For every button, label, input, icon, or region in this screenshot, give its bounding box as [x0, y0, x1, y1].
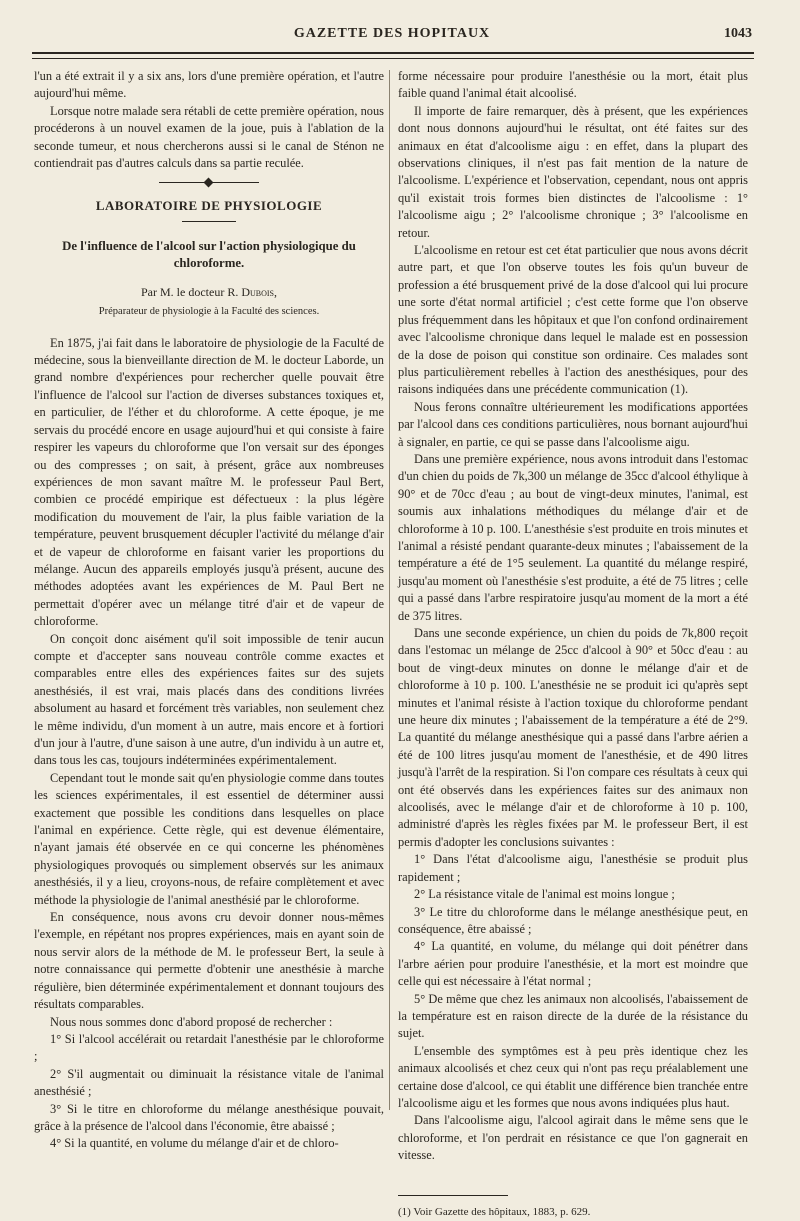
intro-paragraph: l'un a été extrait il y a six ans, lors d'une première opération, et l'autre aujourd'hui même. — [34, 69, 384, 101]
conclusion-item: 4° La quantité, en volume, du mélange qui doit pénétrer dans l'arbre aérien pour produire l'anesthésie, et la mort est moindre que celle qui est nécessaire à l'état normal ; — [398, 939, 748, 989]
footnote-rule — [398, 1195, 508, 1196]
page-header — [32, 26, 752, 48]
body-paragraph: Cependant tout le monde sait qu'en physiologie comme dans toutes les sciences expérimentales, il est essentiel de déterminer aussi exactement que possible les conditions dans lesquelles on place l'animal en expérience. Cette règle, qui est devenue élémentaire, n'ayant jamais été observée en ce qui concerne les phénomènes physiologiques provoqués ou simplement observés sur les animaux anesthésiés, il y a lieu, croyons-nous, de refaire complètement et avec méthode la physiologie de l'animal anesthésié par le chloroforme. — [34, 770, 384, 907]
body-paragraph: Dans l'alcoolisme aigu, l'alcool agirait dans le même sens que le chloroforme, et l'on perdrait en résistance ce que l'on gagnerait en vitesse. — [398, 1113, 748, 1163]
article-title: De l'influence de l'alcool sur l'action physiologique du chloroforme. — [62, 238, 356, 270]
conclusion-item: 1° Dans l'état d'alcoolisme aigu, l'anesthésie se produit plus rapidement ; — [398, 852, 748, 884]
body-paragraph: L'ensemble des symptômes est à peu près identique chez les animaux alcoolisés et chez ceux qui n'ont pas reçu préalablement une certaine dose d'alcool, ce qui établit une différence bien tranchée entre l'alcoolisme aigu et les formes que nous avons indiquées plus haut. — [398, 1043, 748, 1110]
byline — [34, 284, 384, 301]
conclusion-item: 5° De même que chez les animaux non alcoolisés, l'abaissement de la température est en raison directe de la durée de la résistance du sujet. — [398, 991, 748, 1041]
list-item: 4° Si la quantité, en volume du mélange d'air et de chloro- — [50, 1136, 339, 1151]
body-paragraph: Dans une première expérience, nous avons introduit dans l'estomac d'un chien du poids de 7k,300 un mélange de 35cc d'alcool éthylique à 90° et de 70cc d'eau ; au bout de vingt-deux minutes, l'animal, est soumis aux inhalations méthodiques du mélange d'air et de chloroforme à 10 p. 100. L'anesthésie s'est produite en trois minutes et l'animal a résisté pendant quarante-deux minutes ; l'abaissement de la température a été de 1°5 seulement. La quantité du mélange respiré, jusqu'au moment où l'anesthésie s'est produite, a été de 75 litres ; celle qui a passé dans l'arbre respiratoire jusqu'au moment de la mort a été de 375 litres. — [398, 451, 748, 623]
header-rule — [32, 52, 754, 54]
journal-title: GAZETTE DES HOPITAUX — [293, 26, 491, 41]
byline-prefix: Par M. le docteur — [141, 284, 225, 299]
author-affiliation: Préparateur de physiologie à la Faculté des sciences. — [98, 306, 320, 318]
page-number: 1043 — [724, 26, 752, 41]
section-divider — [159, 182, 259, 183]
body-paragraph: Nous nous sommes donc d'abord proposé de rechercher : — [50, 1014, 333, 1029]
body-paragraph: forme nécessaire pour produire l'anesthésie ou la mort, était plus faible quand l'animal était alcoolisé. — [398, 69, 748, 101]
author-name: R. Dubois, — [227, 284, 277, 299]
body-paragraph: En 1875, j'ai fait dans le laboratoire de physiologie de la Faculté de médecine, sous la bienveillante direction de M. le docteur Laborde, un grand nombre d'expériences pour rechercher quelle pouvait être l'influence de l'alcool sur l'action de diverses substances toxiques et, en particulier, de l'éther et du chloroforme. A cette époque, je me servais du procédé encore en usage aujourd'hui et qui consiste à faire respirer les vapeurs du chloroforme que l'on versait sur des éponges ou des compresses ; on sait, à présent, grâce aux nombreuses expériences de mon savant maître M. le professeur Paul Bert, combien ce procédé empirique est défectueux : la plus légère modification du mouvement de l'air, la plus faible variation de la température, peuvent brusquement décupler l'activité du mélange d'air et de vapeur de chloroforme en faisant varier les proportions du mélange. Aucun des appareils employés jusqu'à présent, aucune des méthodes adoptées avant les expériences de M. Paul Bert ne permettait d'opérer avec un mélange titré d'air et de vapeur de chloroforme. — [34, 335, 384, 629]
list-item: 3° Si le titre en chloroforme du mélange anesthésique pouvait, grâce à la présence de l'alcool dans l'économie, être abaissé ; — [34, 1101, 384, 1133]
list-item: 2° S'il augmentait ou diminuait la résistance vitale de l'animal anesthésié ; — [34, 1066, 384, 1099]
body-paragraph: Nous ferons connaître ultérieurement les modifications apportées par l'alcool dans ces conditions particulières, nous bornant aujourd'hui à signaler, en partie, ce qui se passe dans l'alcoolisme aigu. — [398, 399, 748, 449]
body-paragraph: Il importe de faire remarquer, dès à présent, que les expériences dont nous donnons aujourd'hui le résultat, ont été faites sur des animaux en état d'alcoolisme aigu : en effet, dans la plupart des observations cliniques, il n'est pas fait mention de la nature de l'alcoolisme. L'expérience et l'observation, cependant, nous ont appris qu'il existait trois formes bien distinctes de l'alcoolisme : 1° l'alcoolisme aigu ; 2° l'alcoolisme chronique ; 3° l'alcoolisme en retour. — [398, 103, 748, 240]
header-rule-thin — [32, 58, 754, 59]
footnote: (1) Voir Gazette des hôpitaux, 1883, p. 629. — [398, 1205, 591, 1218]
conclusion-item: 3° Le titre du chloroforme dans le mélange anesthésique peut, en conséquence, être abaissé ; — [398, 904, 748, 936]
section-rule — [182, 221, 236, 222]
conclusion-item: 2° La résistance vitale de l'animal est moins longue ; — [414, 887, 675, 902]
intro-paragraph: Lorsque notre malade sera rétabli de cette première opération, nous procéderons à un nouvel examen de la joue, puis à l'ablation de la seconde tumeur, et nous chercherons aussi si le canal de Sténon ne contiendrait pas d'autres calculs dans sa partie reculée. — [34, 103, 384, 171]
left-column — [34, 68, 384, 1153]
list-item: 1° Si l'alcool accélérait ou retardait l'anesthésie par le chloroforme ; — [34, 1031, 384, 1064]
body-paragraph: Dans une seconde expérience, un chien du poids de 7k,800 reçoit dans l'estomac un mélange de 25cc d'alcool à 90° et 50cc d'eau : au bout de vingt-deux minutes on donne le mélange d'air et de chloroforme à 10 p. 100. L'anesthésie ne se produit ici qu'après sept minutes et l'animal résiste à l'action toxique du chloroforme pendant une heure dix minutes ; l'abaissement de la température a été de 2°9. La quantité du mélange anesthésique qui a passé dans l'arbre aérien a été de 100 litres jusqu'au moment de l'anesthésie, et de 490 litres jusqu'à l'arrêt de la respiration. Si l'on compare ces résultats à ceux qui ont été observés dans les expériences faites sur des animaux non alcoolisés, avec le mélange d'air et de chloroforme à 10 p. 100, administré d'après les règles fixées par M. le professeur Bert, il est permis d'adopter les conclusions suivantes : — [398, 626, 748, 849]
body-paragraph: On conçoit donc aisément qu'il soit impossible de tenir aucun compte et d'accepter sans nouveau contrôle comme exactes et comparables entre elles des expériences faites sur des sujets anesthésiés, il est vrai, mais placés dans des conditions livrées absolument au hasard et forcément très variables, non seulement chez le même individu, d'un moment à un autre, mais encore et à fortiori d'un jour à l'autre, d'une saison à une autre, d'un individu à un autre et, dans tous les cas, toujours indéterminées expérimentalement. — [34, 631, 384, 768]
body-paragraph: En conséquence, nous avons cru devoir donner nous-mêmes l'exemple, en répétant nos propres expériences, mais en ayant soin de nous servir alors de la méthode de M. le professeur Bert, la seule à notre connaissance qui permette d'obtenir une anesthésie à marche régulière, bien déterminée expérimentalement et donnant toujours des résultats comparables. — [34, 910, 384, 1012]
right-column — [398, 68, 748, 1221]
column-separator — [389, 70, 390, 1110]
body-paragraph: L'alcoolisme en retour est cet état particulier que nous avons décrit autre part, et que l'on observe toutes les fois qu'un buveur de profession a été brusquement privé de la dose d'alcool qui lui procure une sorte d'état normal artificiel ; c'est cette forme que l'on observe plus fréquemment dans les hôpitaux et que l'on confond ordinairement avec l'alcoolisme chronique dans lequel le malade est en possession de la dose de poison qui constitue son ordinaire. Ces malades sont plus particulièrement rebelles à l'action des anesthésiques, pour des raisons indiquées dans une précédente communication (1). — [398, 243, 748, 397]
section-title: LABORATOIRE DE PHYSIOLOGIE — [95, 198, 323, 214]
